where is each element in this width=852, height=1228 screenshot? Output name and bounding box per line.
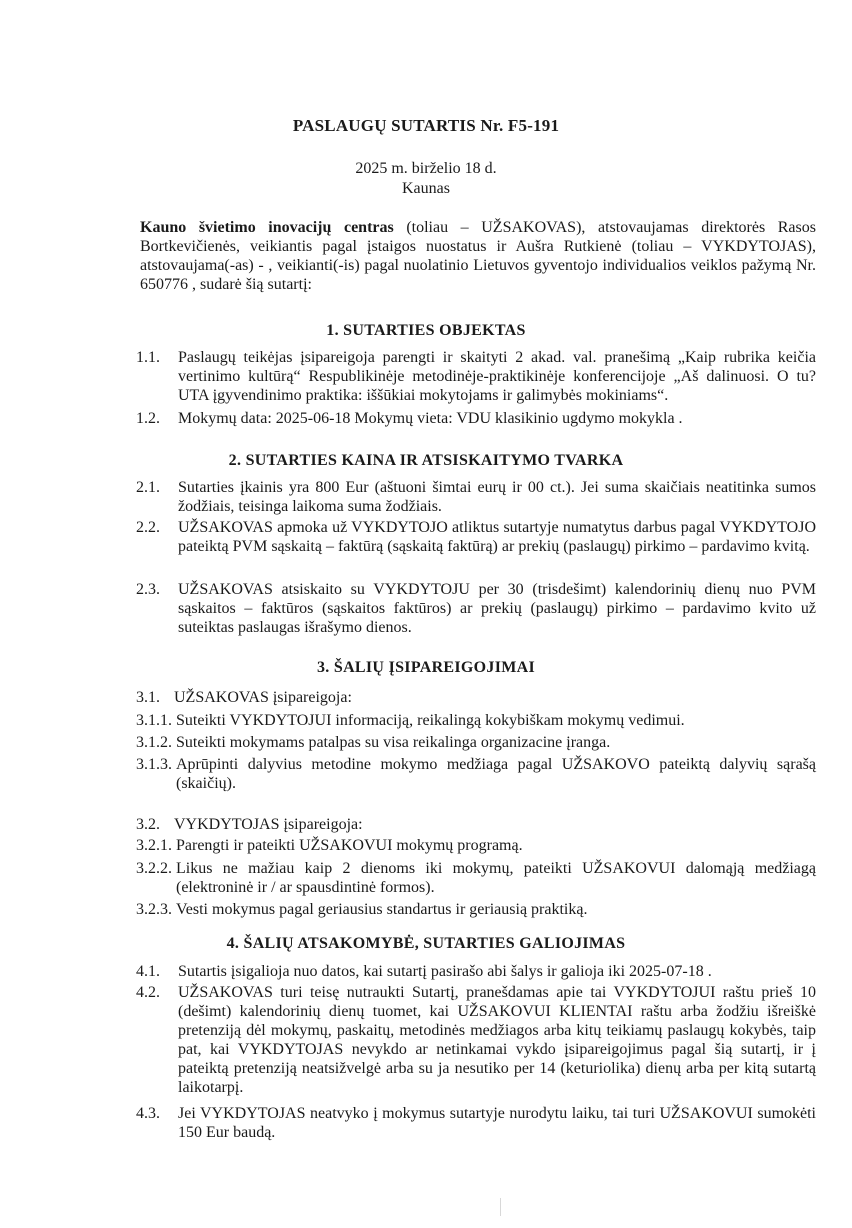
clause-number: 2.2. bbox=[136, 519, 160, 536]
clause-number: 4.2. bbox=[136, 984, 160, 1001]
clause-text: Sutarties įkainis yra 800 Eur (aštuoni šimtai eurų ir 00 ct.). Jei suma skaičiais neatitinka sumos žodžiais, teisinga laikoma suma žodžiais. bbox=[178, 479, 816, 515]
clause-text: Vesti mokymus pagal geriausius standartus ir geriausią praktiką. bbox=[176, 901, 588, 918]
clause-number: 3.1.2. bbox=[136, 734, 172, 751]
section-4-heading: 4. ŠALIŲ ATSAKOMYBĖ, SUTARTIES GALIOJIMAS bbox=[226, 935, 626, 952]
clause-text: Likus ne mažiau kaip 2 dienoms iki mokymų, pateikti UŽSAKOVUI dalomąją medžiagą (elektroninė ir / ar spausdintinė formos). bbox=[176, 860, 816, 896]
clause-text: Suteikti VYKDYTOJUI informaciją, reikalingą kokybiškam mokymų vedimui. bbox=[176, 712, 685, 729]
clause-1-2 bbox=[136, 409, 816, 428]
clause-2-1 bbox=[136, 478, 816, 516]
clause-3-2 bbox=[136, 815, 816, 834]
clause-text: UŽSAKOVAS apmoka už VYKDYTOJO atliktus sutartyje numatytus darbus pagal VYKDYTOJO pateiktą PVM sąskaitą – faktūrą (sąskaitą faktūrą) ar prekių (paslaugų) pirkimo – pardavimo kvitą. bbox=[178, 519, 816, 555]
clause-number: 3.2.3. bbox=[136, 901, 172, 918]
clause-number: 3.2. bbox=[136, 816, 160, 833]
clause-text: Parengti ir pateikti UŽSAKOVUI mokymų programą. bbox=[176, 837, 523, 854]
scan-mark bbox=[500, 1198, 501, 1216]
clause-text: Jei VYKDYTOJAS neatvyko į mokymus sutartyje nurodytu laiku, tai turi UŽSAKOVUI sumokėti 150 Eur baudą. bbox=[178, 1105, 816, 1141]
clause-number: 2.3. bbox=[136, 581, 160, 598]
clause-number: 3.1.1. bbox=[136, 712, 172, 729]
clause-4-3 bbox=[136, 1104, 816, 1142]
clause-text: UŽSAKOVAS įsipareigoja: bbox=[174, 689, 352, 706]
clause-1-1 bbox=[136, 348, 816, 405]
clause-number: 4.1. bbox=[136, 963, 160, 980]
clause-text: Mokymų data: 2025-06-18 Mokymų vieta: VDU klasikinio ugdymo mokykla . bbox=[178, 410, 683, 427]
clause-2-3 bbox=[136, 580, 816, 637]
clause-3-1-2 bbox=[136, 733, 816, 752]
clause-text: Sutartis įsigalioja nuo datos, kai sutartį pasirašo abi šalys ir galioja iki 2025-07-18 . bbox=[178, 963, 712, 980]
clause-number: 2.1. bbox=[136, 479, 160, 496]
clause-text: Suteikti mokymams patalpas su visa reikalinga organizacine įranga. bbox=[176, 734, 611, 751]
clause-number: 1.2. bbox=[136, 410, 160, 427]
clause-text: Paslaugų teikėjas įsipareigoja parengti ir skaityti 2 akad. val. pranešimą „Kaip rubrika keičia vertinimo kultūrą“ Respublikinėje metodinėje-praktikinėje konferencijoje „Aš dalinuosi. O tu? UTA įgyvendinimo praktika: iššūkiai mokytojams ir galimybės mokiniams“. bbox=[178, 349, 816, 404]
contract-date: 2025 m. birželio 18 d. bbox=[355, 160, 497, 177]
clause-4-1 bbox=[136, 962, 816, 981]
clause-number: 3.1. bbox=[136, 689, 160, 706]
contract-city: Kaunas bbox=[402, 180, 450, 197]
party-name: Kauno švietimo inovacijų centras bbox=[140, 219, 394, 236]
clause-number: 4.3. bbox=[136, 1105, 160, 1122]
clause-number: 3.2.1. bbox=[136, 837, 172, 854]
clause-3-1-3 bbox=[136, 755, 816, 793]
clause-text: VYKDYTOJAS įsipareigoja: bbox=[174, 816, 363, 833]
clause-text: Aprūpinti dalyvius metodine mokymo medžiaga pagal UŽSAKOVO pateiktą dalyvių sąrašą (skaičių). bbox=[176, 756, 816, 792]
clause-3-2-1 bbox=[136, 836, 816, 855]
clause-3-2-3 bbox=[136, 900, 816, 919]
clause-3-2-2 bbox=[136, 859, 816, 897]
clause-number: 3.1.3. bbox=[136, 756, 172, 773]
intro-text: (toliau – UŽSAKOVAS), atstovaujamas direktorės Rasos Bortkevičienės, veikiantis pagal įstaigos nuostatus ir Aušra Rutkienė (toliau – VYKDYTOJAS), atstovaujama(-as) - , veikianti(-is) pagal nuolatinio Lietuvos gyventojo individualios veiklos pažymą Nr. 650776 , sudarė šią sutartį: bbox=[140, 219, 816, 293]
clause-3-1 bbox=[136, 688, 816, 707]
section-2-heading: 2. SUTARTIES KAINA IR ATSISKAITYMO TVARKA bbox=[228, 452, 624, 469]
section-3-heading: 3. ŠALIŲ ĮSIPAREIGOJIMAI bbox=[316, 659, 536, 676]
clause-2-2 bbox=[136, 518, 816, 556]
section-1-heading: 1. SUTARTIES OBJEKTAS bbox=[326, 322, 526, 339]
clause-3-1-1 bbox=[136, 711, 816, 730]
clause-text: UŽSAKOVAS atsiskaito su VYKDYTOJU per 30 (trisdešimt) kalendorinių dienų nuo PVM sąskaitos – faktūros (sąskaitos faktūros) ar prekių (paslaugų) pirkimo – pardavimo kvito už suteiktas paslaugas išrašymo dienos. bbox=[178, 581, 816, 636]
clause-number: 1.1. bbox=[136, 349, 160, 366]
clause-text: UŽSAKOVAS turi teisę nutraukti Sutartį, pranešdamas apie tai VYKDYTOJUI raštu prieš 10 (dešimt) kalendorinių dienų tuomet, kai UŽSAKOVUI KLIENTAI raštu arba žodžiu išreiškė pretenziją dėl mokymų, paskaitų, metodinės medžiagos arba kitų teikiamų paslaugų kokybės, taip pat, kai VYKDYTOJAS nevykdo ar netinkamai vykdo įsipareigojimus pagal šią sutartį, ir į pateiktą pretenziją neatsižvelgė arba su ja nesutiko per 14 (keturiolika) dienų arba per kitą sutartą laikotarpį. bbox=[178, 984, 816, 1096]
contract-title: PASLAUGŲ SUTARTIS Nr. F5-191 bbox=[292, 116, 560, 135]
clause-4-2 bbox=[136, 983, 816, 1097]
intro-paragraph bbox=[140, 218, 816, 294]
clause-number: 3.2.2. bbox=[136, 860, 172, 877]
